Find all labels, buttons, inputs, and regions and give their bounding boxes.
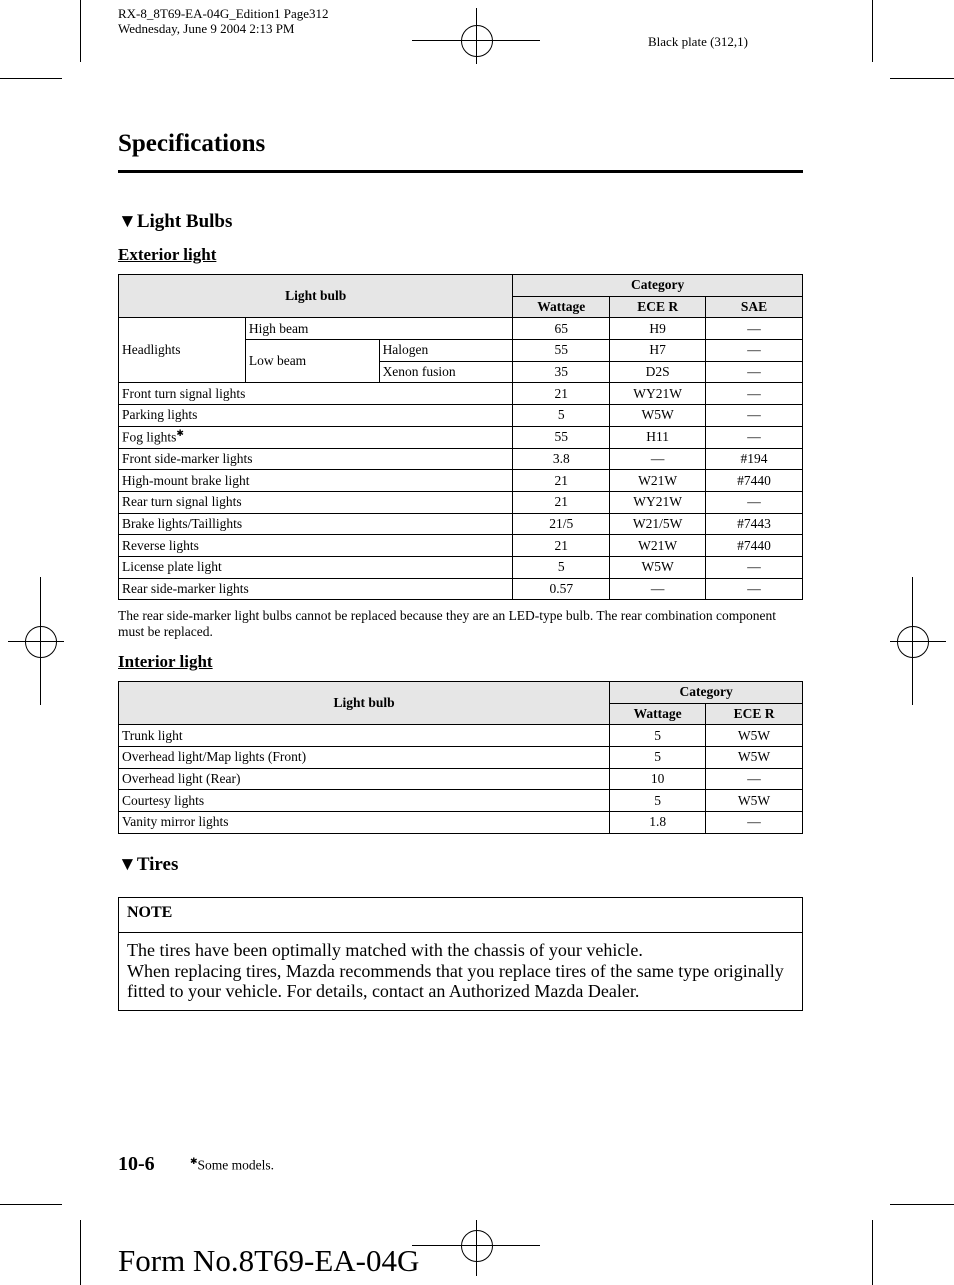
sae-cell: #7443 [706,513,803,535]
note-title: NOTE [127,904,173,921]
table-row [119,383,803,405]
xenon-cell: Xenon fusion [379,361,513,383]
table-row [119,578,803,600]
table-row [119,426,803,448]
bulb-label-cell [119,426,513,448]
sae-cell: #194 [706,448,803,470]
page-title: Specifications [118,130,266,157]
wattage-cell: 21 [513,491,610,513]
sae-cell: #7440 [706,535,803,557]
ece-cell: H9 [610,318,706,340]
ece-cell: — [706,812,803,834]
crop-mark [890,1204,954,1205]
sae-cell: — [706,361,803,383]
col-light-bulb: Light bulb [119,275,513,318]
halogen-cell: Halogen [379,340,513,362]
sae-cell: — [706,578,803,600]
col-wattage: Wattage [610,703,706,725]
table-row [119,318,803,340]
footnote [190,1156,274,1174]
asterisk-icon: ✱ [176,428,184,439]
table-row [119,556,803,578]
ece-cell: H7 [610,340,706,362]
sae-cell: — [706,491,803,513]
ece-cell: W5W [610,556,706,578]
table-row [119,491,803,513]
bulb-label-cell: Front turn signal lights [119,383,513,405]
table-row [119,405,803,427]
crop-mark [0,78,62,79]
page-number: 10-6 [118,1153,155,1175]
interior-light-table [118,681,803,834]
print-meta-line1: RX-8_8T69-EA-04G_Edition1 Page312 [118,6,329,21]
ece-cell: W21W [610,470,706,492]
bulb-label-cell: License plate light [119,556,513,578]
title-rule [118,170,803,173]
bulb-label-cell: Parking lights [119,405,513,427]
wattage-cell: 21 [513,535,610,557]
ece-cell: WY21W [610,383,706,405]
bulb-label-cell: Rear turn signal lights [119,491,513,513]
wattage-cell: 21 [513,383,610,405]
form-number: Form No.8T69-EA-04G [118,1243,420,1278]
bulb-label-cell: High-mount brake light [119,470,513,492]
table-row [119,790,803,812]
table-row [119,535,803,557]
wattage-cell: 55 [513,340,610,362]
bulb-label-cell: Reverse lights [119,535,513,557]
col-light-bulb: Light bulb [119,682,610,725]
ece-cell: W21W [610,535,706,557]
note-line-2: When replacing tires, Mazda recommends that you replace tires of the same type originally fitted to your vehicle. For details, contact an Authorized Mazda Dealer. [127,960,784,1001]
table-row [119,470,803,492]
sae-cell: — [706,383,803,405]
ece-cell: W5W [706,747,803,769]
wattage-cell: 55 [513,426,610,448]
crop-mark [872,0,873,62]
col-category: Category [513,275,803,297]
sae-cell: — [706,556,803,578]
light-bulbs-heading [118,211,232,233]
bulb-label-cell: Front side-marker lights [119,448,513,470]
table-row [119,448,803,470]
crop-mark [0,1204,62,1205]
ece-cell: WY21W [610,491,706,513]
wattage-cell: 21 [513,470,610,492]
sae-cell: — [706,318,803,340]
footnote-text: Some models. [197,1157,275,1173]
triangle-down-icon: ▼ [118,854,137,875]
tires-note-box [118,897,803,1011]
print-meta [118,6,329,36]
table-row [119,747,803,769]
triangle-down-icon: ▼ [118,211,137,232]
crop-mark [80,0,81,62]
ece-cell: W5W [610,405,706,427]
note-line-1: The tires have been optimally matched with the chassis of your vehicle. [127,940,643,960]
note-divider [119,932,802,933]
bulb-label-cell: Courtesy lights [119,790,610,812]
table-row [119,812,803,834]
fog-lights-label: Fog lights [122,429,177,445]
ece-cell: — [706,768,803,790]
crop-mark [872,1220,873,1285]
plate-label: Black plate (312,1) [648,34,748,49]
wattage-cell: 5 [513,556,610,578]
bulb-label-cell: Vanity mirror lights [119,812,610,834]
wattage-cell: 5 [610,725,706,747]
crop-mark [80,1220,81,1285]
tires-heading-text: Tires [136,854,179,875]
table-row [119,725,803,747]
ece-cell: W5W [706,725,803,747]
col-ece: ECE R [706,703,803,725]
print-meta-line2: Wednesday, June 9 2004 2:13 PM [118,21,295,36]
light-bulbs-heading-text: Light Bulbs [136,211,233,232]
low-beam-cell: Low beam [245,340,379,383]
wattage-cell: 10 [610,768,706,790]
sae-cell: — [706,405,803,427]
wattage-cell: 0.57 [513,578,610,600]
wattage-cell: 35 [513,361,610,383]
registration-mark [461,1230,493,1262]
ece-cell: W5W [706,790,803,812]
wattage-cell: 3.8 [513,448,610,470]
note-body [127,940,792,1002]
sae-cell: — [706,340,803,362]
ece-cell: D2S [610,361,706,383]
col-ece: ECE R [610,296,706,318]
ece-cell: H11 [610,426,706,448]
exterior-light-table [118,274,803,600]
table-row [119,768,803,790]
wattage-cell: 5 [513,405,610,427]
registration-mark [25,626,57,658]
wattage-cell: 1.8 [610,812,706,834]
sae-cell: — [706,426,803,448]
tires-heading [118,854,178,876]
headlights-cell: Headlights [119,318,246,383]
sae-cell: #7440 [706,470,803,492]
asterisk-icon: ✱ [190,1156,198,1166]
ece-cell: — [610,448,706,470]
registration-mark [461,25,493,57]
wattage-cell: 65 [513,318,610,340]
wattage-cell: 5 [610,747,706,769]
col-category: Category [610,682,803,704]
bulb-label-cell: Overhead light/Map lights (Front) [119,747,610,769]
wattage-cell: 21/5 [513,513,610,535]
exterior-light-heading: Exterior light [118,245,217,264]
high-beam-cell: High beam [245,318,513,340]
bulb-label-cell: Rear side-marker lights [119,578,513,600]
col-sae: SAE [706,296,803,318]
registration-mark [897,626,929,658]
wattage-cell: 5 [610,790,706,812]
bulb-label-cell: Brake lights/Taillights [119,513,513,535]
ece-cell: W21/5W [610,513,706,535]
bulb-label-cell: Overhead light (Rear) [119,768,610,790]
ece-cell: — [610,578,706,600]
interior-light-heading: Interior light [118,652,213,671]
bulb-label-cell: Trunk light [119,725,610,747]
col-wattage: Wattage [513,296,610,318]
exterior-note: The rear side-marker light bulbs cannot be replaced because they are an LED-type bulb. The rear combination component must be replaced. [118,608,776,639]
crop-mark [890,78,954,79]
table-row [119,513,803,535]
